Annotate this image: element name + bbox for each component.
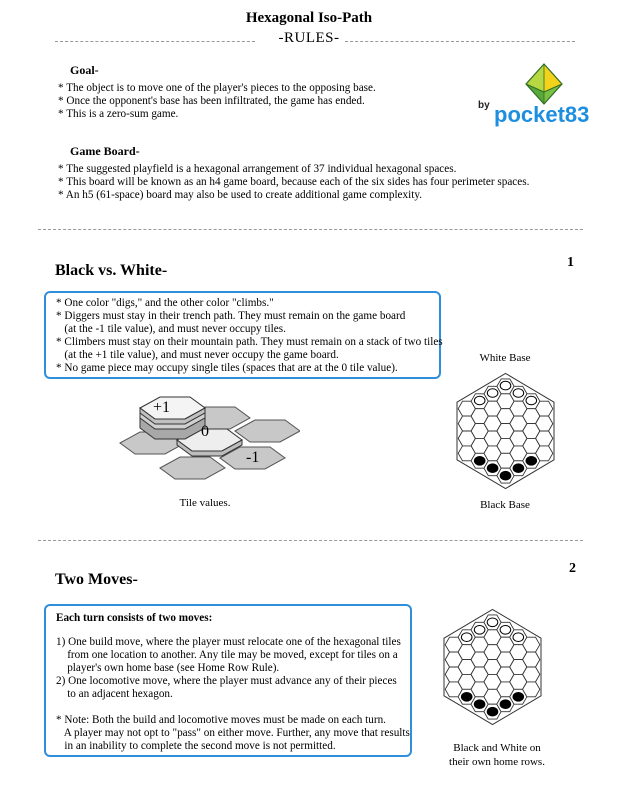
section2-rules-box xyxy=(44,604,412,757)
black-piece xyxy=(526,457,537,466)
white-piece xyxy=(487,389,498,398)
section2-box-line: A player may not opt to "pass" on either move. Further, any move that results xyxy=(56,727,410,739)
black-piece xyxy=(474,700,485,709)
black-piece xyxy=(461,693,472,702)
goal-line-3: * This is a zero-sum game. xyxy=(58,108,179,120)
goal-line-2: * Once the opponent's base has been infiltrated, the game has ended. xyxy=(58,95,365,107)
section2-box-line: player's own home base (see Home Row Rule). xyxy=(56,662,280,674)
black-piece xyxy=(474,457,485,466)
white-piece xyxy=(513,389,524,398)
black-piece xyxy=(487,464,498,473)
tile-label-zero: 0 xyxy=(201,423,209,440)
board-hex xyxy=(536,431,553,446)
section1-box-line: * One color "digs," and the other color "climbs." xyxy=(56,297,274,309)
section-divider xyxy=(38,540,583,541)
white-piece xyxy=(474,626,485,635)
goal-line-1: * The object is to move one of the player's pieces to the opposing base. xyxy=(58,82,376,94)
section2-number: 2 xyxy=(569,561,576,576)
goal-heading: Goal- xyxy=(70,63,99,77)
section1-box-line: (at the -1 tile value), and must never occupy tiles. xyxy=(56,323,286,335)
board-hex xyxy=(523,637,540,652)
section1-box-line: * Climbers must stay on their mountain path. They must remain on a stack of two tiles xyxy=(56,336,443,348)
black-base-label: Black Base xyxy=(480,499,530,511)
white-piece xyxy=(500,626,511,635)
section1-box-line: (at the +1 tile value), and must never occupy the game board. xyxy=(56,349,339,361)
section1-rules-box xyxy=(44,291,441,379)
section2-box-line: * Note: Both the build and locomotive moves must be made on each turn. xyxy=(56,714,386,726)
black-piece xyxy=(500,471,511,480)
section2-box-line: from one location to another. Any tile may be moved, except for tiles on a xyxy=(56,649,398,661)
board-hex xyxy=(523,652,540,667)
section1-box-line: * No game piece may occupy single tiles (spaces that are at the 0 tile value). xyxy=(56,362,398,374)
black-piece xyxy=(500,700,511,709)
page-title: Hexagonal Iso-Path xyxy=(245,10,373,26)
section2-box-line: 1) One build move, where the player must relocate one of the hexagonal tiles xyxy=(56,636,401,648)
board-diagram-bases xyxy=(438,367,573,495)
board-hex xyxy=(536,416,553,431)
section2-box-title: Each turn consists of two moves: xyxy=(56,612,213,624)
board-line-3: * An h5 (61-space) board may also be used to create additional game complexity. xyxy=(58,189,422,201)
section1-heading: Black vs. White- xyxy=(55,262,168,279)
octahedron-logo-icon xyxy=(522,62,566,106)
tile-label-plus: +1 xyxy=(153,399,171,416)
logo-by: by xyxy=(478,100,490,111)
black-piece xyxy=(513,693,524,702)
pocket83-logo xyxy=(478,62,588,132)
board-hex xyxy=(523,682,540,697)
section-divider xyxy=(38,229,583,230)
board-hex xyxy=(536,446,553,461)
home-rows-caption-1: Black and White on xyxy=(453,742,541,754)
white-piece xyxy=(474,396,485,405)
white-piece xyxy=(500,381,511,390)
section1-box-line: * Diggers must stay in their trench path. They must remain on the game board xyxy=(56,310,406,322)
board-heading: Game Board- xyxy=(70,144,140,158)
section2-box-line: in an inability to complete the second move is not permitted. xyxy=(56,740,336,752)
white-piece xyxy=(526,396,537,405)
white-base-label: White Base xyxy=(479,352,531,364)
section2-box-line: 2) One locomotive move, where the player must advance any of their pieces xyxy=(56,675,397,687)
black-piece xyxy=(513,464,524,473)
white-piece xyxy=(461,633,472,642)
page-subtitle: -RULES- xyxy=(278,30,340,46)
section1-number: 1 xyxy=(567,255,574,270)
home-rows-caption-2: their own home rows. xyxy=(449,756,545,768)
board-diagram-home-rows xyxy=(425,603,560,731)
board-hex xyxy=(523,667,540,682)
white-piece xyxy=(487,618,498,627)
tile-label-minus: -1 xyxy=(246,449,260,466)
header-divider-right xyxy=(345,41,575,42)
black-piece xyxy=(487,707,498,716)
tile-values-caption: Tile values. xyxy=(179,497,231,509)
board-line-2: * This board will be known as an h4 game board, because each of the six sides has four perimeter spaces. xyxy=(58,176,530,188)
section2-heading: Two Moves- xyxy=(55,571,138,588)
logo-name: pocket83 xyxy=(494,102,590,127)
white-piece xyxy=(513,633,524,642)
board-line-1: * The suggested playfield is a hexagonal arrangement of 37 individual hexagonal spaces. xyxy=(58,163,457,175)
section2-box-line: to an adjacent hexagon. xyxy=(56,688,173,700)
board-hex xyxy=(536,401,553,416)
